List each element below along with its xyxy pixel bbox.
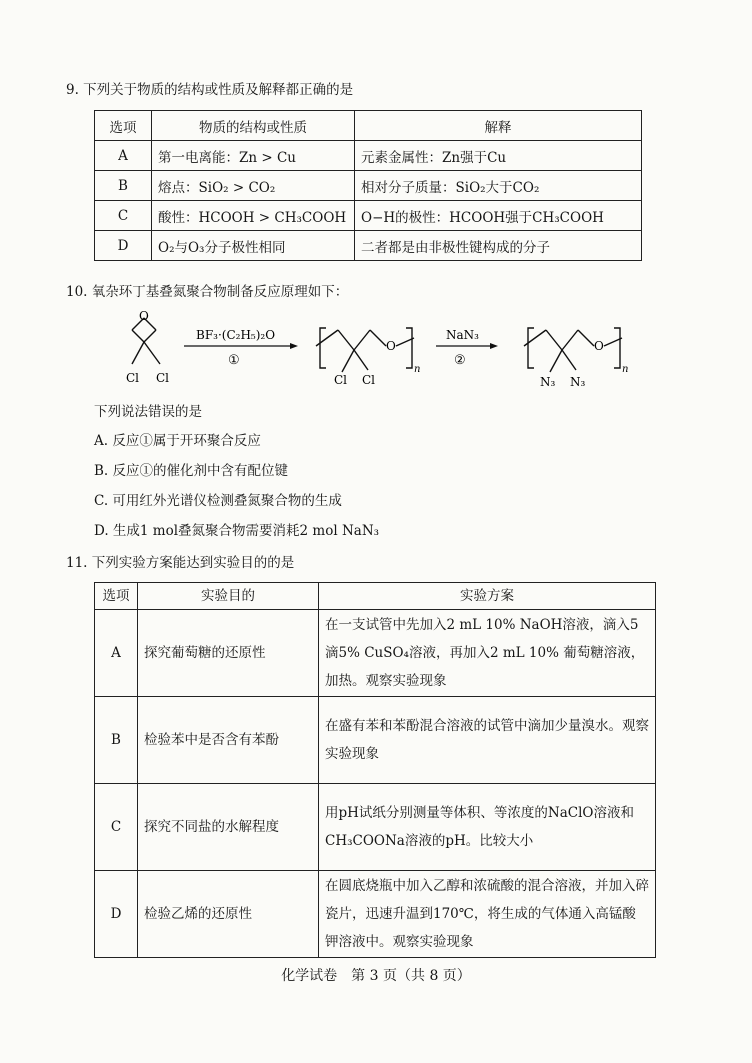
q10-stem: 10. 氧杂环丁基叠氮聚合物制备反应原理如下： (66, 284, 349, 300)
row-property: 酸性：HCOOH > CH₃COOH (152, 201, 355, 231)
header-purpose: 实验目的 (138, 583, 319, 610)
arrowhead-2 (490, 343, 498, 349)
q10-option-c: C. 可用红外光谱仪检测叠氮聚合物的生成 (94, 493, 342, 509)
monomer-oxygen: O (139, 309, 149, 323)
polymer-1-n: n (414, 364, 421, 375)
table-row (95, 871, 656, 958)
polymer-2-n: n (622, 364, 629, 375)
table-row (95, 697, 656, 784)
table-row (95, 231, 642, 261)
row-explanation: 二者都是由非极性键构成的分子 (355, 231, 642, 261)
q11-table (94, 582, 656, 958)
q10-prompt: 下列说法错误的是 (94, 404, 202, 420)
polymer-1-oxygen: O (386, 339, 396, 353)
monomer-cl-right: Cl (156, 371, 170, 385)
row-option: A (95, 141, 152, 171)
polymer-n3-left: N₃ (540, 375, 556, 389)
table-row (95, 784, 656, 871)
row-option: D (95, 231, 152, 261)
header-property: 物质的结构或性质 (152, 111, 355, 141)
row-explanation: 元素金属性：Zn强于Cu (355, 141, 642, 171)
row-property: 熔点：SiO₂ > CO₂ (152, 171, 355, 201)
table-header-row (95, 583, 656, 610)
row-plan: 在盛有苯和苯酚混合溶液的试管中滴加少量溴水。观察实验现象 (319, 697, 656, 784)
row-purpose: 探究葡萄糖的还原性 (138, 610, 319, 697)
step-1-label: ① (228, 353, 240, 368)
row-option: B (95, 171, 152, 201)
row-explanation: 相对分子质量：SiO₂大于CO₂ (355, 171, 642, 201)
header-plan: 实验方案 (319, 583, 656, 610)
row-property: O₂与O₃分子极性相同 (152, 231, 355, 261)
arrowhead-1 (290, 343, 298, 349)
row-explanation: O−H的极性：HCOOH强于CH₃COOH (355, 201, 642, 231)
monomer-cl-left: Cl (126, 371, 140, 385)
polymer-cl-right: Cl (362, 373, 376, 387)
reagent-1: BF₃·(C₂H₅)₂O (196, 328, 276, 342)
step-2-label: ② (454, 353, 466, 368)
q11-stem: 11. 下列实验方案能达到实验目的的是 (66, 555, 295, 571)
page-footer: 化学试卷 第 3 页（共 8 页） (281, 968, 471, 984)
polymer-n3-right: N₃ (570, 375, 586, 389)
row-option: B (95, 697, 138, 784)
header-explanation: 解释 (355, 111, 642, 141)
row-property: 第一电离能：Zn > Cu (152, 141, 355, 171)
table-header-row (95, 111, 642, 141)
table-row (95, 201, 642, 231)
oxetane-monomer (132, 318, 160, 364)
header-option: 选项 (95, 583, 138, 610)
row-plan: 在圆底烧瓶中加入乙醇和浓硫酸的混合溶液，并加入碎瓷片，迅速升温到170℃，将生成的气体通入高锰酸钾溶液中。观察实验现象 (319, 871, 656, 958)
azide-polymer (524, 328, 622, 372)
q10-option-b: B. 反应①的催化剂中含有配位键 (94, 463, 289, 479)
table-row (95, 610, 656, 697)
row-purpose: 探究不同盐的水解程度 (138, 784, 319, 871)
header-option: 选项 (95, 111, 152, 141)
row-purpose: 检验乙烯的还原性 (138, 871, 319, 958)
row-option: A (95, 610, 138, 697)
row-option: C (95, 201, 152, 231)
q10-option-a: A. 反应①属于开环聚合反应 (94, 433, 261, 449)
chlorinated-polymer (316, 328, 414, 372)
q10-option-d: D. 生成1 mol叠氮聚合物需要消耗2 mol NaN₃ (94, 523, 380, 539)
q9-stem: 9. 下列关于物质的结构或性质及解释都正确的是 (66, 82, 354, 98)
polymer-cl-left: Cl (334, 373, 348, 387)
row-purpose: 检验苯中是否含有苯酚 (138, 697, 319, 784)
table-row (95, 141, 642, 171)
reaction-scheme (120, 306, 640, 406)
row-plan: 用pH试纸分别测量等体积、等浓度的NaClO溶液和CH₃COONa溶液的pH。比较大小 (319, 784, 656, 871)
row-plan: 在一支试管中先加入2 mL 10% NaOH溶液，滴入5滴5% CuSO₄溶液，再加入2 mL 10% 葡萄糖溶液，加热。观察实验现象 (319, 610, 656, 697)
row-option: D (95, 871, 138, 958)
row-option: C (95, 784, 138, 871)
table-row (95, 171, 642, 201)
reagent-2: NaN₃ (446, 328, 479, 342)
q9-table (94, 110, 642, 261)
polymer-2-oxygen: O (594, 339, 604, 353)
